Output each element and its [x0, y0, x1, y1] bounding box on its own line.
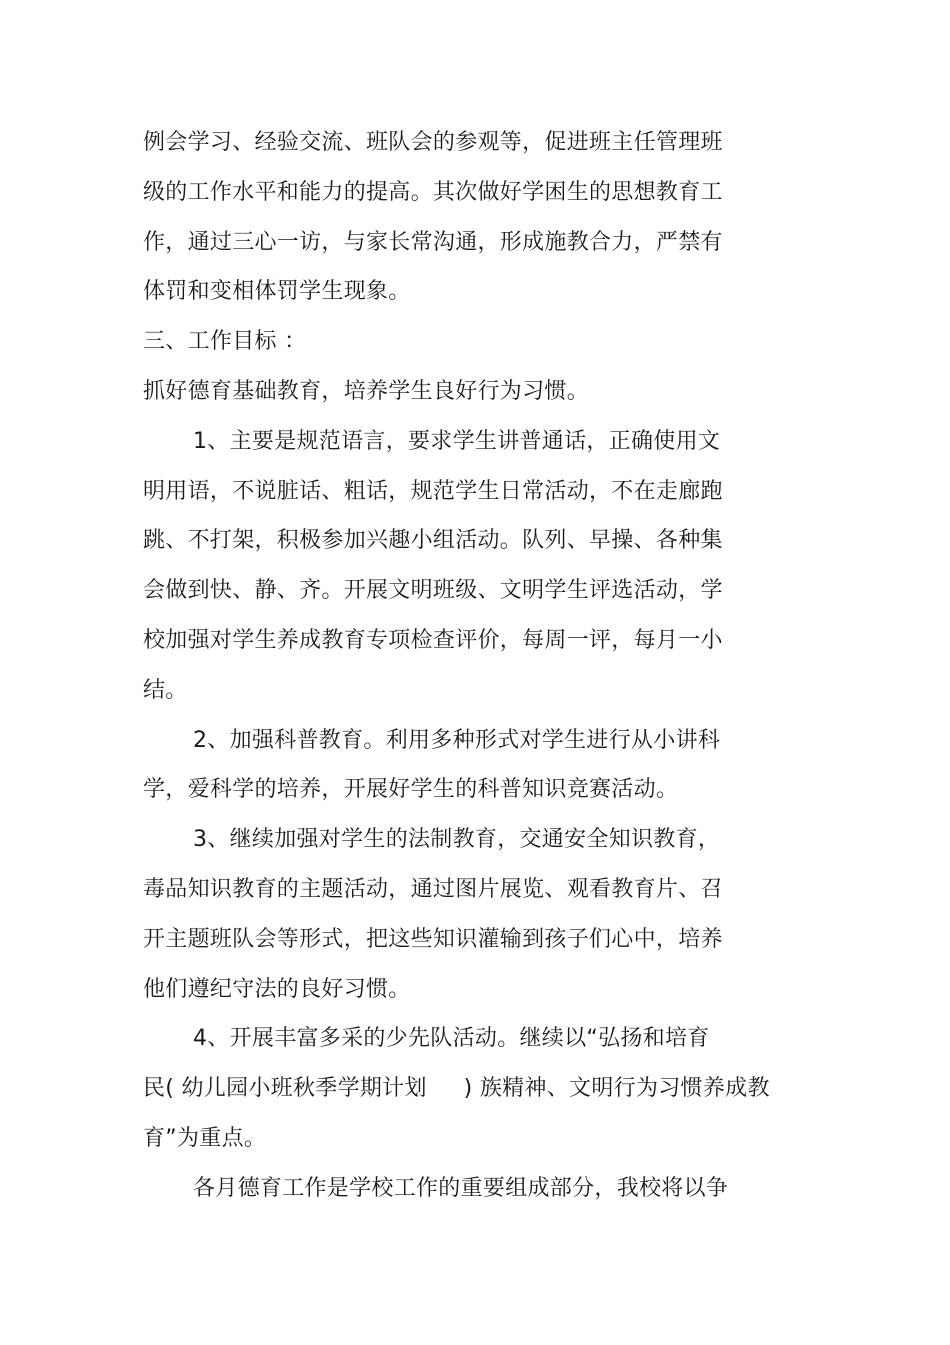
text-line: 作，通过三心一访，与家长常沟通，形成施教合力，严禁有 [143, 230, 723, 255]
text-line: 体罚和变相体罚学生现象。 [143, 279, 411, 304]
text-line: 例会学习、经验交流、班队会的参观等，促进班主任管理班 [143, 130, 723, 155]
text-line: 抓好德育基础教育，培养学生良好行为习惯。 [143, 379, 590, 404]
text-line: 毒品知识教育的主题活动，通过图片展览、观看教育片、召 [143, 877, 723, 902]
text-line: 2、加强科普教育。利用多种形式对学生进行从小讲科 [193, 728, 721, 753]
text-line: 会做到快、静、齐。开展文明班级、文明学生评选活动，学 [143, 578, 723, 603]
text-line: 级的工作水平和能力的提高。其次做好学困生的思想教育工 [143, 180, 723, 205]
section-heading: 三、工作目标 ： [143, 329, 307, 354]
text-line: 结。 [143, 678, 188, 703]
text-line: 他们遵纪守法的良好习惯。 [143, 977, 411, 1002]
text-line: 跳、不打架，积极参加兴趣小组活动。队列、早操、各种集 [143, 528, 723, 553]
text-line: 校加强对学生养成教育专项检查评价，每周一评，每月一小 [143, 628, 723, 653]
text-line: 开主题班队会等形式，把这些知识灌输到孩子们心中，培养 [143, 927, 723, 952]
text-line: 4、开展丰富多采的少先队活动。继续以“弘扬和培育 [193, 1026, 710, 1051]
text-line: 3、继续加强对学生的法制教育，交通安全知识教育， [193, 827, 721, 852]
text-line: 明用语，不说脏话、粗话，规范学生日常活动，不在走廊跑 [143, 479, 723, 504]
text-line: 1、主要是规范语言，要求学生讲普通话，正确使用文 [193, 429, 721, 454]
text-line: 育”为重点。 [143, 1126, 267, 1151]
text-line: 各月德育工作是学校工作的重要组成部分，我校将以争 [193, 1176, 729, 1201]
text-line: 民( 幼儿园小班秋季学期计划 ) 族精神、文明行为习惯养成教 [143, 1076, 770, 1101]
text-line: 学，爱科学的培养，开展好学生的科普知识竞赛活动。 [143, 777, 679, 802]
